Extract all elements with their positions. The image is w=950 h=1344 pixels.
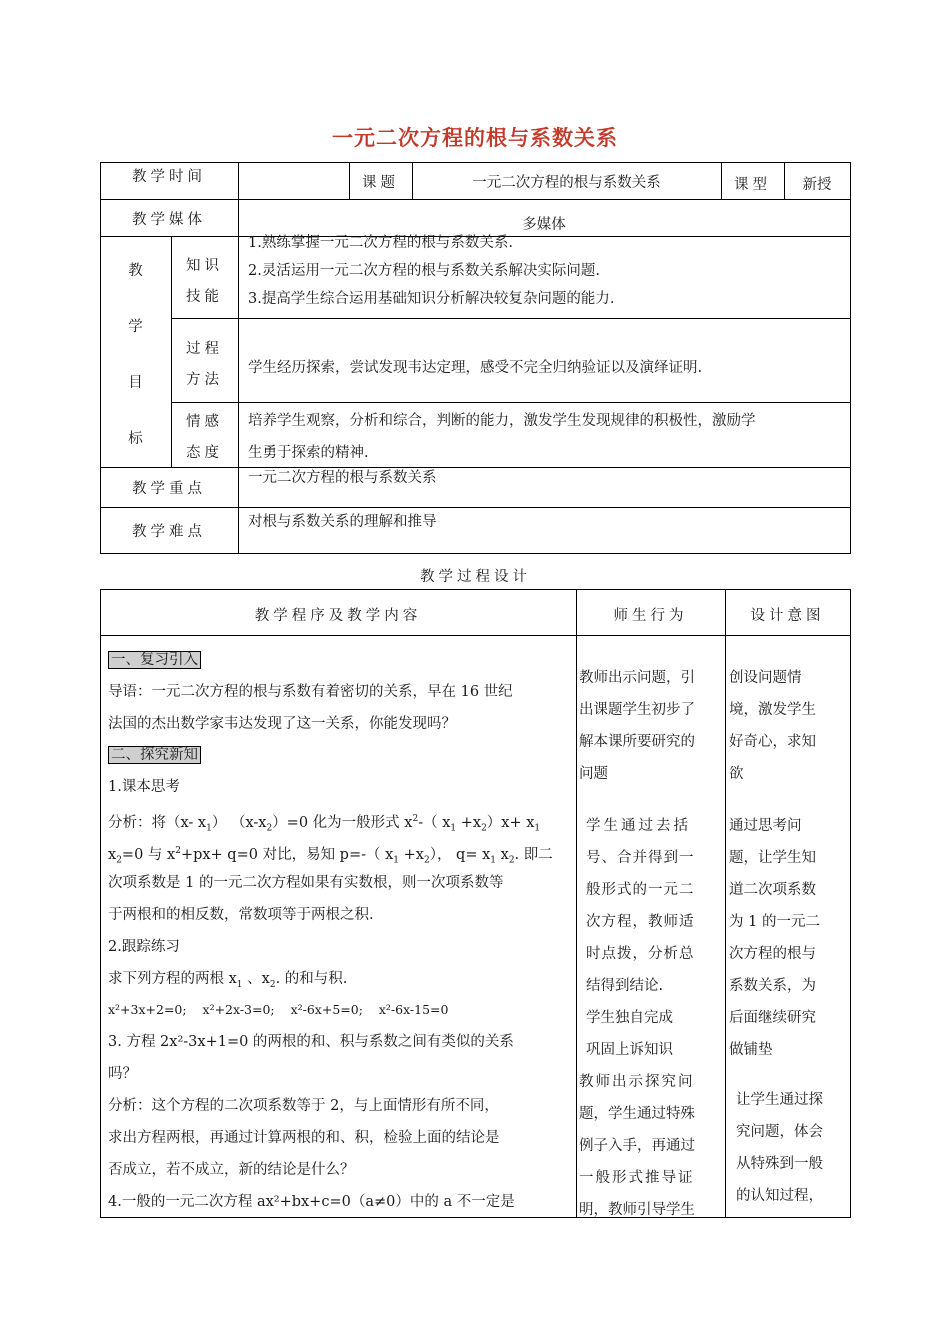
text: ）x+ x xyxy=(486,814,535,831)
intent-line: 创设问题情 xyxy=(729,670,802,686)
intent-line: 从特殊到一般 xyxy=(736,1156,823,1172)
text: x xyxy=(108,846,117,863)
rule xyxy=(100,589,851,590)
subject-value: 一元二次方程的根与系数关系 xyxy=(472,175,661,191)
content-line: 3. 方程 2x²-3x+1=0 的两根的和、积与系数之间有类似的关系 xyxy=(108,1034,514,1050)
intent-line: 道二次项系数 xyxy=(729,882,816,898)
difficulty-value: 对根与系数关系的理解和推导 xyxy=(248,514,437,530)
intent-line: 题，让学生知 xyxy=(729,850,816,866)
rule xyxy=(576,589,577,1218)
goal-label-knowledge: 知识 xyxy=(186,258,223,274)
behavior-line: 结得到结论. xyxy=(586,978,664,994)
subscript: 2 xyxy=(481,823,487,834)
equation: x²-6x-15=0 xyxy=(378,1002,449,1017)
behavior-line: 时点拨，分析总 xyxy=(586,946,695,962)
rule xyxy=(100,1217,851,1218)
subscript: 2 xyxy=(269,979,276,990)
process-caption: 教学过程设计 xyxy=(420,569,531,585)
intent-line: 系数关系，为 xyxy=(729,978,816,994)
equation: x²+2x-3=0; xyxy=(202,1002,275,1017)
intent-line: 好奇心，求知 xyxy=(729,734,816,750)
content-line: 求出方程两根，再通过计算两根的和、积，检验上面的结论是 xyxy=(108,1130,500,1146)
rule xyxy=(171,402,851,403)
behavior-line: 学生独自完成 xyxy=(586,1010,673,1026)
key-value: 一元二次方程的根与系数关系 xyxy=(248,470,437,486)
goal-line: 培养学生观察，分析和综合，判断的能力，激发学生发现规律的积极性，激励学 xyxy=(248,413,756,429)
intent-line: 为 1 的一元二 xyxy=(729,914,820,930)
media-value: 多媒体 xyxy=(522,217,566,233)
behavior-line: 次方程，教师适 xyxy=(586,914,695,930)
intent-line: 次方程的根与 xyxy=(729,946,816,962)
goal-line: 2.灵活运用一元二次方程的根与系数关系解决实际问题. xyxy=(248,263,600,279)
intent-line: 做铺垫 xyxy=(729,1042,773,1058)
content-line xyxy=(108,809,540,839)
text: . 即二 xyxy=(514,846,553,863)
text: . 的和与积. xyxy=(275,971,348,987)
rule xyxy=(100,467,851,468)
text: ） （x-x xyxy=(211,814,267,831)
content-line: 次项系数是 1 的一元二次方程如果有实数根，则一次项系数等 xyxy=(108,875,504,891)
subscript: 1 xyxy=(490,855,497,866)
col-header-intent: 设计意图 xyxy=(750,608,825,624)
text: 分析：将（x- x xyxy=(108,814,207,831)
text: +x xyxy=(399,846,424,863)
equation: x²-6x+5=0; xyxy=(290,1002,363,1017)
subscript: 1 xyxy=(206,823,212,834)
rule xyxy=(100,635,851,636)
type-value: 新授 xyxy=(802,177,832,193)
goal-line: 学生经历探索，尝试发现韦达定理，感受不完全归纳验证以及演绎证明. xyxy=(248,360,703,376)
section-heading: 二、探究新知 xyxy=(108,746,201,764)
subscript: 1 xyxy=(450,823,457,834)
goals-label-char: 教 xyxy=(128,263,143,279)
text: 、x xyxy=(242,971,270,987)
subject-label: 课题 xyxy=(362,175,399,191)
time-label: 教学时间 xyxy=(132,169,206,185)
goal-line: 1.熟练掌握一元二次方程的根与系数关系. xyxy=(248,235,513,251)
content-line: 1.课本思考 xyxy=(108,779,180,795)
behavior-line: 般形式的一元二 xyxy=(586,882,695,898)
intent-line: 后面继续研究 xyxy=(729,1010,816,1026)
behavior-line: 一般形式推导证 xyxy=(579,1170,695,1186)
goals-label-char: 标 xyxy=(128,431,143,447)
text: ）=0 化为一般形式 x xyxy=(272,814,413,831)
content-line: 分析：这个方程的二次项系数等于 2，与上面情形有所不同， xyxy=(108,1098,499,1114)
key-label: 教学重点 xyxy=(132,481,206,497)
text: -（ x xyxy=(418,814,451,831)
content-line: 吗？ xyxy=(108,1066,137,1082)
rule xyxy=(725,589,726,1218)
subscript: 1 xyxy=(393,855,400,866)
subscript: 2 xyxy=(508,855,515,866)
rule xyxy=(100,553,851,554)
behavior-line: 号、合并得到一 xyxy=(586,850,695,866)
rule xyxy=(100,162,851,163)
text: +px+ q=0 对比，易知 p=-（ x xyxy=(180,846,394,863)
rule xyxy=(171,318,851,319)
text: x xyxy=(496,846,509,863)
rule xyxy=(100,507,851,508)
equation-list xyxy=(108,1000,448,1020)
content-line: 于两根和的相反数，常数项等于两根之积. xyxy=(108,907,374,923)
difficulty-label: 教学难点 xyxy=(132,524,206,540)
content-line: 法国的杰出数学家韦达发现了这一关系，你能发现吗？ xyxy=(108,716,456,732)
rule xyxy=(100,199,851,200)
text: =0 与 x xyxy=(121,846,176,863)
content-line xyxy=(108,969,347,995)
content-line: 2.跟踪练习 xyxy=(108,939,180,955)
section-explore xyxy=(108,745,201,765)
content-line: 4.一般的一元二次方程 ax²+bx+c=0（a≠0）中的 a 不一定是 xyxy=(108,1194,515,1210)
intent-line: 的认知过程， xyxy=(736,1188,823,1204)
subscript: 2 xyxy=(423,855,430,866)
behavior-line: 解本课所要研究的 xyxy=(579,734,695,750)
behavior-line: 学生通过去括 xyxy=(586,818,691,834)
behavior-line: 巩固上诉知识 xyxy=(586,1042,673,1058)
content-line: 导语：一元二次方程的根与系数有着密切的关系，早在 16 世纪 xyxy=(108,684,513,700)
behavior-line: 例子入手，再通过 xyxy=(579,1138,695,1154)
section-heading: 一、复习引入 xyxy=(108,651,201,669)
document-title: 一元二次方程的根与系数关系 xyxy=(332,126,618,150)
goal-label-attitude: 态度 xyxy=(186,445,223,461)
intent-line: 通过思考问 xyxy=(729,818,802,834)
text: 求下列方程的两根 x xyxy=(108,971,237,987)
intent-line: 欲 xyxy=(729,766,744,782)
content-line xyxy=(108,841,553,871)
behavior-line: 出课题学生初步了 xyxy=(579,702,695,718)
goals-label-char: 目 xyxy=(128,375,143,391)
intent-line: 让学生通过探 xyxy=(736,1092,823,1108)
goal-line: 生勇于探索的精神. xyxy=(248,445,369,461)
content-line: 否成立，若不成立，新的结论是什么？ xyxy=(108,1162,355,1178)
col-header-content: 教学程序及教学内容 xyxy=(254,608,422,624)
behavior-line: 题，学生通过特殊 xyxy=(579,1106,695,1122)
intent-line: 境，激发学生 xyxy=(729,702,816,718)
equation: x²+3x+2=0; xyxy=(108,1002,187,1017)
goal-label-attitude: 情感 xyxy=(186,414,223,430)
intent-line: 究问题，体会 xyxy=(736,1124,823,1140)
rule xyxy=(850,162,851,554)
rule xyxy=(850,589,851,1218)
behavior-line: 教师出示问题，引 xyxy=(579,670,695,686)
section-review xyxy=(108,650,201,670)
behavior-line: 明，教师引导学生 xyxy=(579,1202,695,1218)
media-label: 教学媒体 xyxy=(132,212,206,228)
goal-label-process: 过程 xyxy=(186,341,223,357)
goals-label-char: 学 xyxy=(128,319,143,335)
text: ）， q= x xyxy=(429,846,491,863)
goal-line: 3.提高学生综合运用基础知识分析解决较复杂问题的能力. xyxy=(248,291,615,307)
behavior-line: 问题 xyxy=(579,766,608,782)
goal-label-process: 方法 xyxy=(186,372,223,388)
subscript: 2 xyxy=(266,823,273,834)
type-label: 课型 xyxy=(734,177,771,193)
goal-label-knowledge: 技能 xyxy=(186,289,223,305)
superscript: 2 xyxy=(412,814,419,824)
subscript: 1 xyxy=(534,823,541,834)
rule xyxy=(100,589,101,1218)
text: +x xyxy=(456,814,482,831)
superscript: 2 xyxy=(175,846,181,856)
subscript: 2 xyxy=(116,855,122,866)
col-header-behavior: 师生行为 xyxy=(613,608,688,624)
behavior-line: 教师出示探究问 xyxy=(579,1074,695,1090)
subscript: 1 xyxy=(236,979,243,990)
